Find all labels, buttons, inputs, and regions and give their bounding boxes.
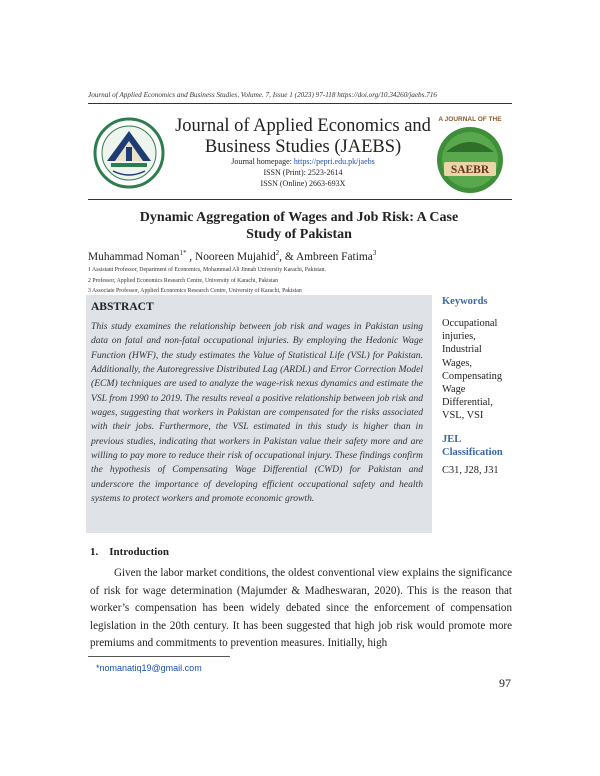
keywords-list bbox=[442, 317, 522, 423]
page-number: 97 bbox=[499, 676, 511, 690]
journal-logo bbox=[93, 117, 165, 189]
abstract-text: This study examines the relationship between job risk and wages in Pakistan using data on fatal and non-fatal occupational injuries. By employing the Hedonic Wage Function (HWF), the study estimates the Value of Statistical Life (VSL) for Pakistan. Additionally, the Autoregressive Distributed Lag (ARDL) and Error Correction Model (ECM) techniques are used to analyze the wage-risk nexus dynamics and estimate the VSL from 1990 to 2019. The results reveal a positive relationship between job risk and wages, suggesting that workers in Pakistan are compensated for the risks associated with their jobs. Furthermore, the VSL estimated in this study is higher than in previous studies, indicating that workers in Pakistan value their safety more and are willing to pay more to reduce their risk of occupational injury. These findings confirm the hypothesis of Compensating Wage Differential (CWD) for Pakistan and underscore the importance of developing efficient occupational safety and health systems to protect workers and promote economic growth. bbox=[91, 321, 423, 505]
keyword: Differential, bbox=[442, 397, 493, 409]
running-header: Journal of Applied Economics and Business Studies, Volume. 7, Issue 1 (2023) 97-118 https://doi.org/10.34260/jaebs.716 bbox=[88, 91, 438, 99]
title-block-rule bbox=[88, 199, 512, 200]
issn-print: ISSN (Print): 2523-2614 bbox=[263, 168, 343, 177]
affiliation: 2 Professor, Applied Economics Research Centre, University of Karachi, Pakistan bbox=[88, 278, 279, 284]
keyword: Compensating bbox=[442, 370, 503, 382]
article-title: Dynamic Aggregation of Wages and Job Risk: A Case Study of Pakistan bbox=[139, 210, 459, 242]
homepage-link[interactable]: https://pepri.edu.pk/jaebs bbox=[293, 157, 375, 166]
journal-title: Journal of Applied Economics and Business Studies (JAEBS) bbox=[175, 116, 431, 157]
header-rule bbox=[88, 103, 512, 104]
abstract-heading: ABSTRACT bbox=[91, 301, 154, 313]
keyword: injuries, bbox=[442, 331, 476, 343]
affiliation: 3 Associate Professor, Applied Economics Research Centre, University of Karachi, Pakistan bbox=[88, 288, 302, 294]
introduction-paragraph: Given the labor market conditions, the oldest conventional view explains the significance of risk for wage determination (Majumder & Madheswaran, 2020). This is the reason that worker’s compensation has been widely debated since the enforcement of compensation legislation in the 20th century. It has been suggested that high job risk would promote more premiums and commitments to prevention measures. Initially, high bbox=[90, 567, 512, 650]
jel-heading: JEL Classification bbox=[442, 434, 503, 458]
journal-homepage: Journal homepage: https://pepri.edu.pk/jaebs bbox=[231, 157, 375, 166]
keyword: Industrial bbox=[442, 344, 482, 356]
keywords-heading: Keywords bbox=[442, 296, 488, 307]
affiliation: 1 Assistant Professor, Department of Economics, Mohammad Ali Jinnah University Karachi, Pakistan. bbox=[88, 267, 326, 273]
badge-top-text: A JOURNAL OF THE bbox=[438, 116, 502, 123]
jel-codes: C31, J28, J31 bbox=[442, 465, 499, 476]
badge-name-text: SAEBR bbox=[450, 164, 490, 176]
footnote-email[interactable]: *nomanatiq19@gmail.com bbox=[96, 663, 202, 673]
author-name: Nooreen Mujahid bbox=[194, 250, 276, 263]
keyword: Wages, bbox=[442, 357, 473, 369]
section-heading-introduction: 1. Introduction bbox=[90, 546, 169, 558]
keyword: Wage bbox=[442, 384, 466, 396]
keyword: Occupational bbox=[442, 318, 498, 329]
author-name: Ambreen Fatima bbox=[295, 250, 373, 263]
author-list: Muhammad Noman$^{1*}$ , Nooreen Mujahid$^2$, & Ambreen Fatima$^3$ bbox=[88, 249, 377, 263]
issn-online: ISSN (Online) 2663-693X bbox=[260, 179, 346, 188]
author-name: Muhammad Noman bbox=[88, 250, 180, 263]
footnote-rule bbox=[88, 656, 230, 657]
keyword: VSL, VSI bbox=[442, 410, 484, 422]
saebr-logo bbox=[432, 112, 508, 196]
